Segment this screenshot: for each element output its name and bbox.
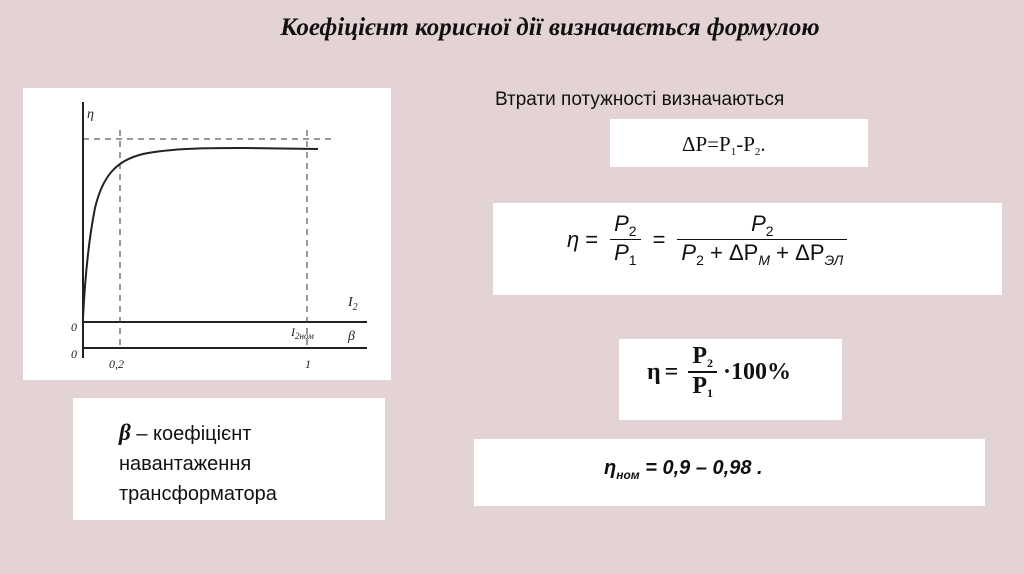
origin-label-lower: 0	[71, 347, 77, 361]
tick-label-0-2: 0,2	[109, 357, 124, 371]
power-loss-formula-panel	[610, 119, 868, 167]
beta-symbol: β	[119, 420, 131, 445]
beta-definition	[119, 418, 277, 509]
origin-label-upper: 0	[71, 320, 77, 334]
efficiency-percent-panel	[619, 339, 842, 420]
tick-label-i-nom: $I_{2ном}$	[291, 325, 314, 341]
slide-title: Коефіцієнт корисної дії визначається формулою	[280, 14, 820, 41]
nominal-efficiency-formula: $\eta_{ном} = 0,9 - 0,98$ .	[604, 457, 763, 482]
y-axis-label: η	[87, 107, 94, 122]
power-loss-subtitle: Втрати потужності визначаються	[495, 89, 785, 110]
efficiency-curve-chart	[23, 88, 391, 380]
power-loss-formula: $\Delta P=P_1-P_2$.	[682, 132, 766, 158]
efficiency-formula-panel	[493, 203, 1002, 295]
x-axis-label-beta: β	[348, 329, 355, 344]
efficiency-curve	[83, 148, 318, 318]
beta-definition-panel	[73, 398, 385, 520]
beta-dash-text: – коефіцієнт	[130, 423, 252, 445]
tick-label-1: 1	[305, 357, 311, 371]
x-axis-label-current: $I_2$	[348, 295, 358, 313]
nominal-efficiency-panel	[474, 439, 985, 506]
beta-line2: навантаження	[119, 453, 252, 475]
beta-line3: трансформатора	[119, 483, 277, 505]
efficiency-formula: η = $\frac{P_2}{P_1}$ = $\frac{P_2}{P_2 + \Delta P_M + \Delta P_{ЭЛ}}$	[567, 211, 853, 268]
efficiency-graph-panel	[23, 88, 391, 380]
efficiency-percent-formula: η = $\frac{P_2}{P_1}$ ·100%	[647, 343, 792, 400]
